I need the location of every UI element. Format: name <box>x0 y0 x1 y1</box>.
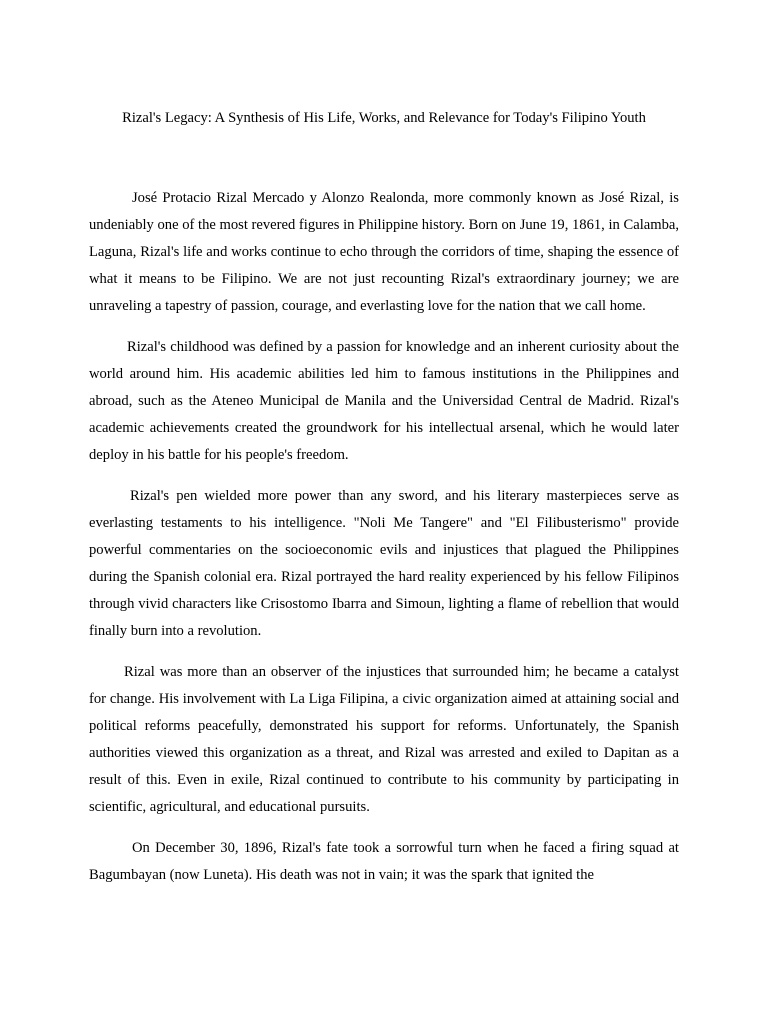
paragraph-liga-filipina-exile: Rizal was more than an observer of the injustices that surrounded him; he became a catalyst for change. His involvement with La Liga Filipina, a civic organization aimed at attaining social and political reforms peacefully, demonstrated his support for reforms. Unfortunately, the Spanish authorities viewed this organization as a threat, and Rizal was arrested and exiled to Dapitan as a result of this. Even in exile, Rizal continued to contribute to his community by participating in scientific, agricultural, and educational pursuits. <box>89 664 679 815</box>
paragraph-literary-works: Rizal's pen wielded more power than any sword, and his literary masterpieces serve as everlasting testaments to his intelligence. "Noli Me Tangere" and "El Filibusterismo" provide powerful commentaries on the socioeconomic evils and injustices that plagued the Philippines during the Spanish colonial era. Rizal portrayed the hard reality experienced by his fellow Filipinos through vivid characters like Crisostomo Ibarra and Simoun, lighting a flame of rebellion that would finally burn into a revolution. <box>89 488 679 639</box>
paragraph-execution: On December 30, 1896, Rizal's fate took a sorrowful turn when he faced a firing squad at Bagumbayan (now Luneta). His death was not in vain; it was the spark that ignited the <box>89 840 679 883</box>
paragraph-childhood-education: Rizal's childhood was defined by a passion for knowledge and an inherent curiosity about the world around him. His academic abilities led him to famous institutions in the Philippines and abroad, such as the Ateneo Municipal de Manila and the Universidad Central de Madrid. Rizal's academic achievements created the groundwork for his intellectual arsenal, which he would later deploy in his battle for his people's freedom. <box>89 339 679 463</box>
document-body <box>89 185 679 903</box>
document-title: Rizal's Legacy: A Synthesis of His Life, Works, and Relevance for Today's Filipino Youth <box>122 110 646 126</box>
paragraph-early-identity: José Protacio Rizal Mercado y Alonzo Realonda, more commonly known as José Rizal, is undeniably one of the most revered figures in Philippine history. Born on June 19, 1861, in Calamba, Laguna, Rizal's life and works continue to echo through the corridors of time, shaping the essence of what it means to be Filipino. We are not just recounting Rizal's extraordinary journey; we are unraveling a tapestry of passion, courage, and everlasting love for the nation that we call home. <box>89 190 679 314</box>
